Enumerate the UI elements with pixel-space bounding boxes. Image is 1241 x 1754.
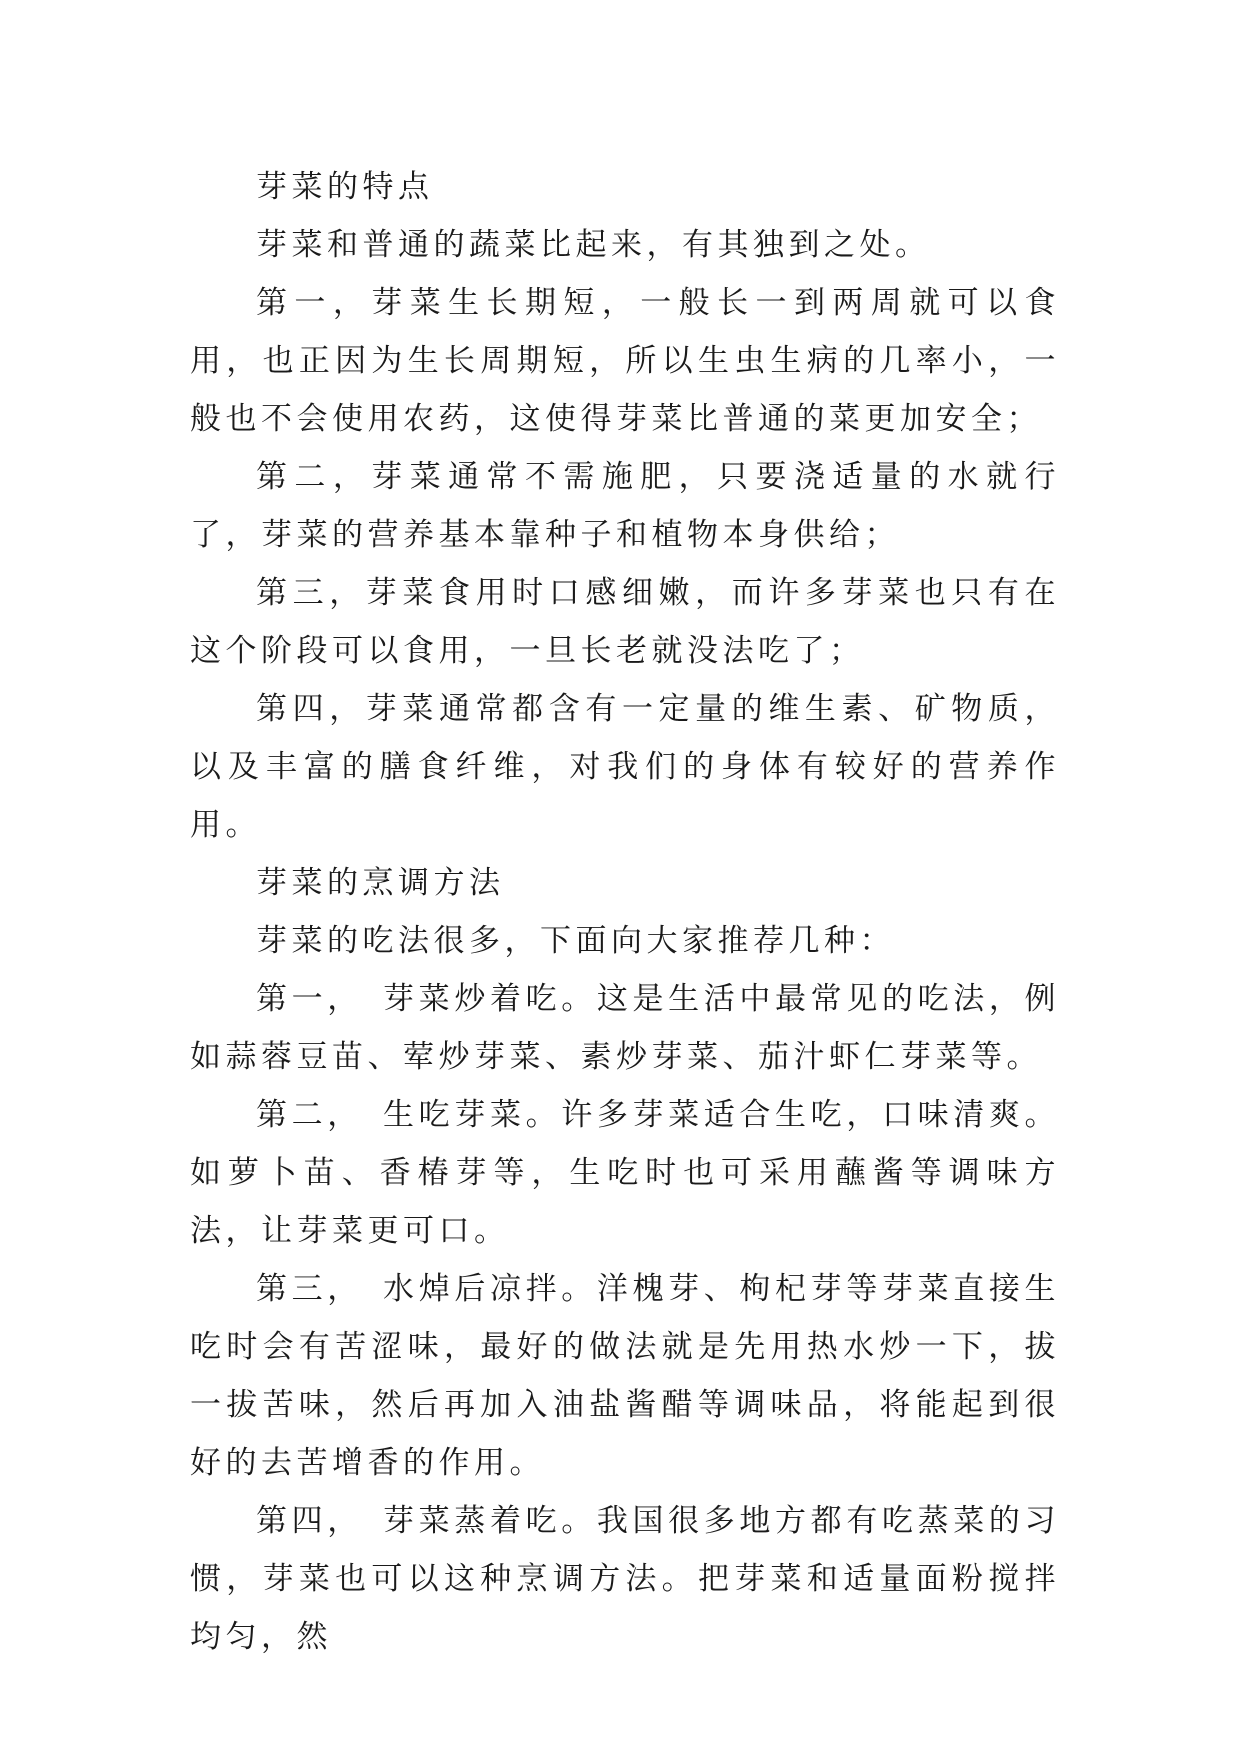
- characteristic-point-3: 第三，芽菜食用时口感细嫩，而许多芽菜也只有在这个阶段可以食用，一旦长老就没法吃了；: [190, 575, 1060, 669]
- cooking-method-3: 第三， 水焯后凉拌。洋槐芽、枸杞芽等芽菜直接生吃时会有苦涩味，最好的做法就是先用热水炒一下，拔一拔苦味，然后再加入油盐酱醋等调味品，将能起到很好的去苦增香的作用。: [190, 1271, 1060, 1481]
- section-heading-cooking: 芽菜的烹调方法: [256, 865, 505, 901]
- section-heading-characteristics: 芽菜的特点: [256, 169, 434, 205]
- section-intro-characteristics: 芽菜和普通的蔬菜比起来，有其独到之处。: [256, 227, 931, 263]
- characteristic-point-2: 第二，芽菜通常不需施肥，只要浇适量的水就行了，芽菜的营养基本靠种子和植物本身供给；: [190, 459, 1060, 553]
- section-intro-cooking: 芽菜的吃法很多，下面向大家推荐几种：: [256, 923, 895, 959]
- cooking-method-2: 第二， 生吃芽菜。许多芽菜适合生吃，口味清爽。如萝卜苗、香椿芽等，生吃时也可采用蘸酱等调味方法，让芽菜更可口。: [190, 1097, 1060, 1249]
- cooking-method-1: 第一， 芽菜炒着吃。这是生活中最常见的吃法，例如蒜蓉豆苗、荤炒芽菜、素炒芽菜、茄汁虾仁芽菜等。: [190, 981, 1060, 1075]
- characteristic-point-4: 第四，芽菜通常都含有一定量的维生素、矿物质，以及丰富的膳食纤维，对我们的身体有较好的营养作用。: [190, 691, 1060, 843]
- cooking-method-4: 第四， 芽菜蒸着吃。我国很多地方都有吃蒸菜的习惯，芽菜也可以这种烹调方法。把芽菜和适量面粉搅拌均匀，然: [190, 1503, 1060, 1655]
- characteristic-point-1: 第一，芽菜生长期短，一般长一到两周就可以食用，也正因为生长周期短，所以生虫生病的几率小，一般也不会使用农药，这使得芽菜比普通的菜更加安全；: [190, 285, 1060, 437]
- document-body: [190, 158, 1060, 1666]
